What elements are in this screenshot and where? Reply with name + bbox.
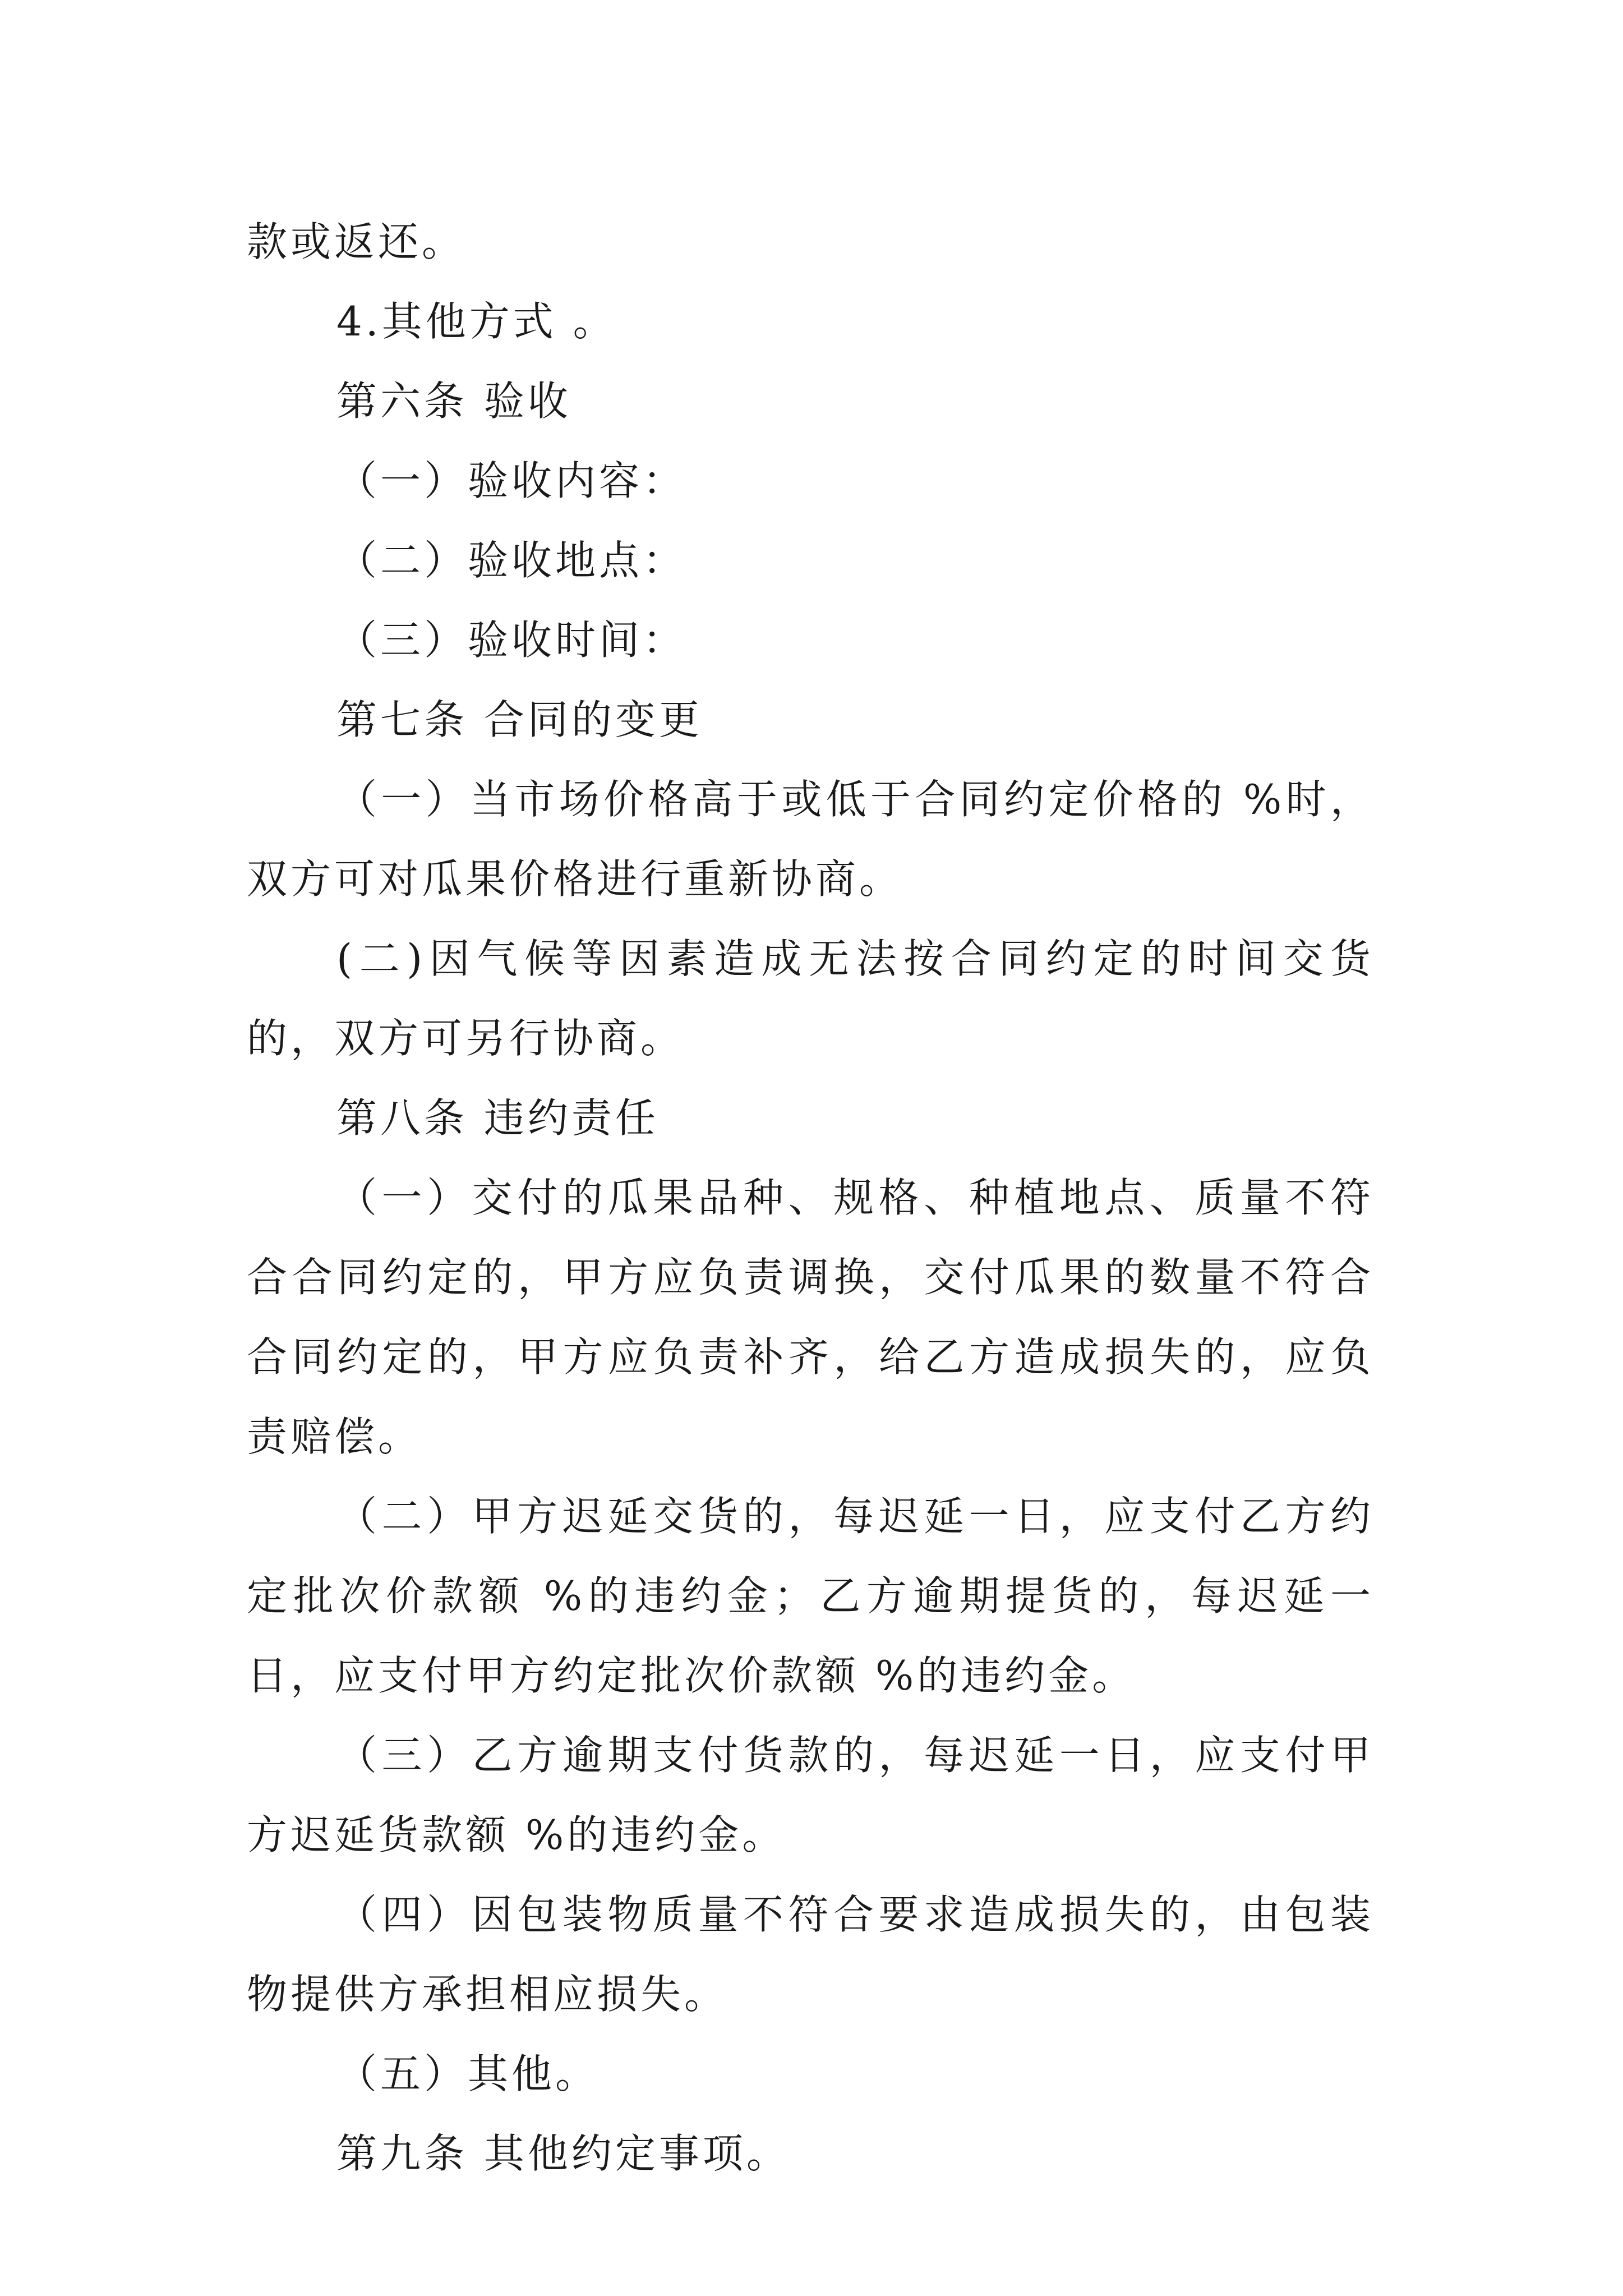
paragraph: （二）甲方迟延交货的，每迟延一日，应支付乙方约定批次价款额 %的违约金；乙方逾期提货的，每迟延一日，应支付甲方约定批次价款额 %的违约金。	[247, 1493, 1374, 1699]
paragraph: 款或返还。	[247, 218, 466, 265]
paragraph: （二）验收地点：	[336, 537, 687, 584]
paragraph: （三）验收时间：	[336, 616, 687, 664]
contract-body	[247, 202, 1374, 2193]
article-heading: 第七条 合同的变更	[336, 696, 703, 743]
paragraph: (二)因气候等因素造成无法按合同约定的时间交货的，双方可另行协商。	[247, 935, 1374, 1062]
article-heading: 第九条 其他约定事项。	[336, 2130, 790, 2177]
paragraph: （一）验收内容：	[336, 457, 687, 504]
paragraph: （三）乙方逾期支付货款的，每迟延一日，应支付甲方迟延货款额 %的违约金。	[247, 1732, 1374, 1858]
paragraph: （四）因包装物质量不符合要求造成损失的，由包装物提供方承担相应损失。	[247, 1891, 1374, 2018]
article-heading: 第六条 验收	[336, 378, 571, 425]
paragraph: （一）当市场价格高于或低于合同约定价格的 %时，双方可对瓜果价格进行重新协商。	[247, 776, 1374, 903]
paragraph: 4.其他方式 。	[336, 298, 617, 345]
paragraph: （五）其他。	[336, 2050, 600, 2097]
article-heading: 第八条 违约责任	[336, 1094, 659, 1142]
paragraph: （一）交付的瓜果品种、规格、种植地点、质量不符合合同约定的，甲方应负责调换，交付瓜果的数量不符合合同约定的，甲方应负责补齐，给乙方造成损失的，应负责赔偿。	[247, 1174, 1374, 1460]
